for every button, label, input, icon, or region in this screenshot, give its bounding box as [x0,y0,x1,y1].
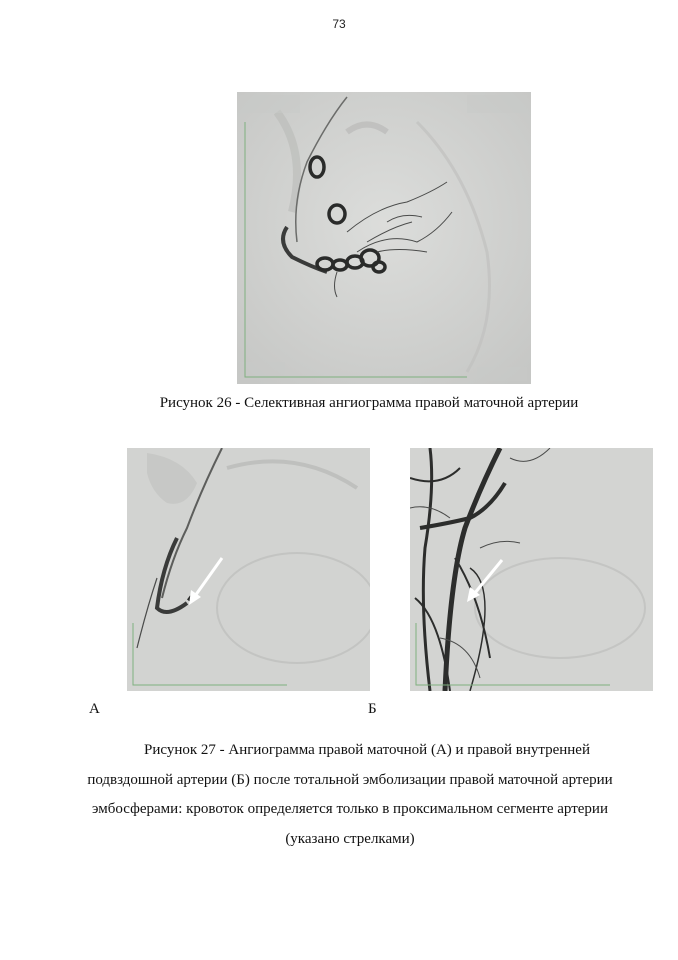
figure-27-caption [80,736,620,854]
angiogram-27b-image [410,448,653,691]
angiogram-26-image [237,92,531,384]
angiogram-figure-27a [127,448,370,691]
figure-27-label-a: А [89,701,100,717]
angiogram-figure-27b [410,448,653,691]
page-number: 73 [332,17,346,31]
figure-26-caption: Рисунок 26 - Селективная ангиограмма правой маточной артерии [159,395,579,411]
angiogram-27a-image [127,448,370,691]
figure-27-caption-text: Рисунок 27 - Ангиограмма правой маточной (А) и правой внутренней подвздошной артерии (Б) после тотальной эмболизации правой маточной артерии эмбосферами: кровоток определяется только в проксимальном сегменте артерии (указано стрелками) [87,742,613,847]
angiogram-figure-26 [237,92,531,384]
figure-27-label-b: Б [368,701,377,717]
